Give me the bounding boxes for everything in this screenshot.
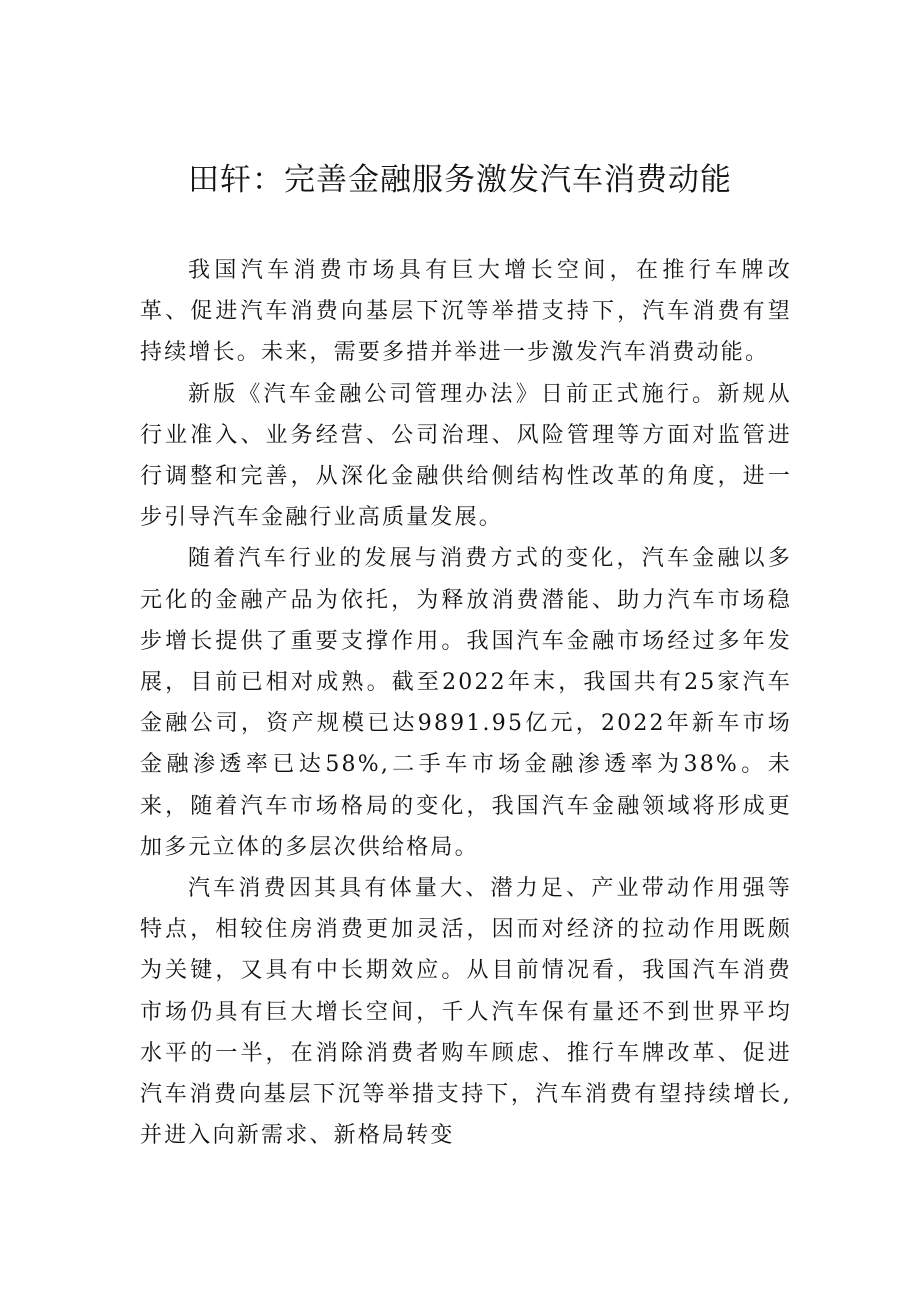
paragraph: 新版《汽车金融公司管理办法》日前正式施行。新规从行业准入、业务经营、公司治理、风险管理等方面对监管进行调整和完善，从深化金融供给侧结构性改革的角度，进一步引导汽车金融行业高质量发展。: [140, 381, 792, 531]
paragraph: 汽车消费因其具有体量大、潜力足、产业带动作用强等特点，相较住房消费更加灵活，因而对经济的拉动作用既颇为关键，又具有中长期效应。从目前情况看，我国汽车消费市场仍具有巨大增长空间，千人汽车保有量还不到世界平均水平的一半，在消除消费者购车顾虑、推行车牌改革、促进汽车消费向基层下沉等举措支持下，汽车消费有望持续增长,并进入向新需求、新格局转变: [140, 876, 792, 1149]
document-body: [140, 250, 792, 1156]
paragraph: 随着汽车行业的发展与消费方式的变化，汽车金融以多元化的金融产品为依托，为释放消费潜能、助力汽车市场稳步增长提供了重要支撑作用。我国汽车金融市场经过多年发展，目前已相对成熟。截至2022年末，我国共有25家汽车金融公司，资产规模已达9891.95亿元，2022年新车市场金融渗透率已达58%,二手车市场金融渗透率为38%。未来，随着汽车市场格局的变化，我国汽车金融领域将形成更加多元立体的多层次供给格局。: [140, 546, 792, 860]
document-title: 田轩：完善金融服务激发汽车消费动能: [188, 162, 732, 198]
paragraph: 我国汽车消费市场具有巨大增长空间，在推行车牌改革、促进汽车消费向基层下沉等举措支持下，汽车消费有望持续增长。未来，需要多措并举进一步激发汽车消费动能。: [140, 258, 792, 366]
